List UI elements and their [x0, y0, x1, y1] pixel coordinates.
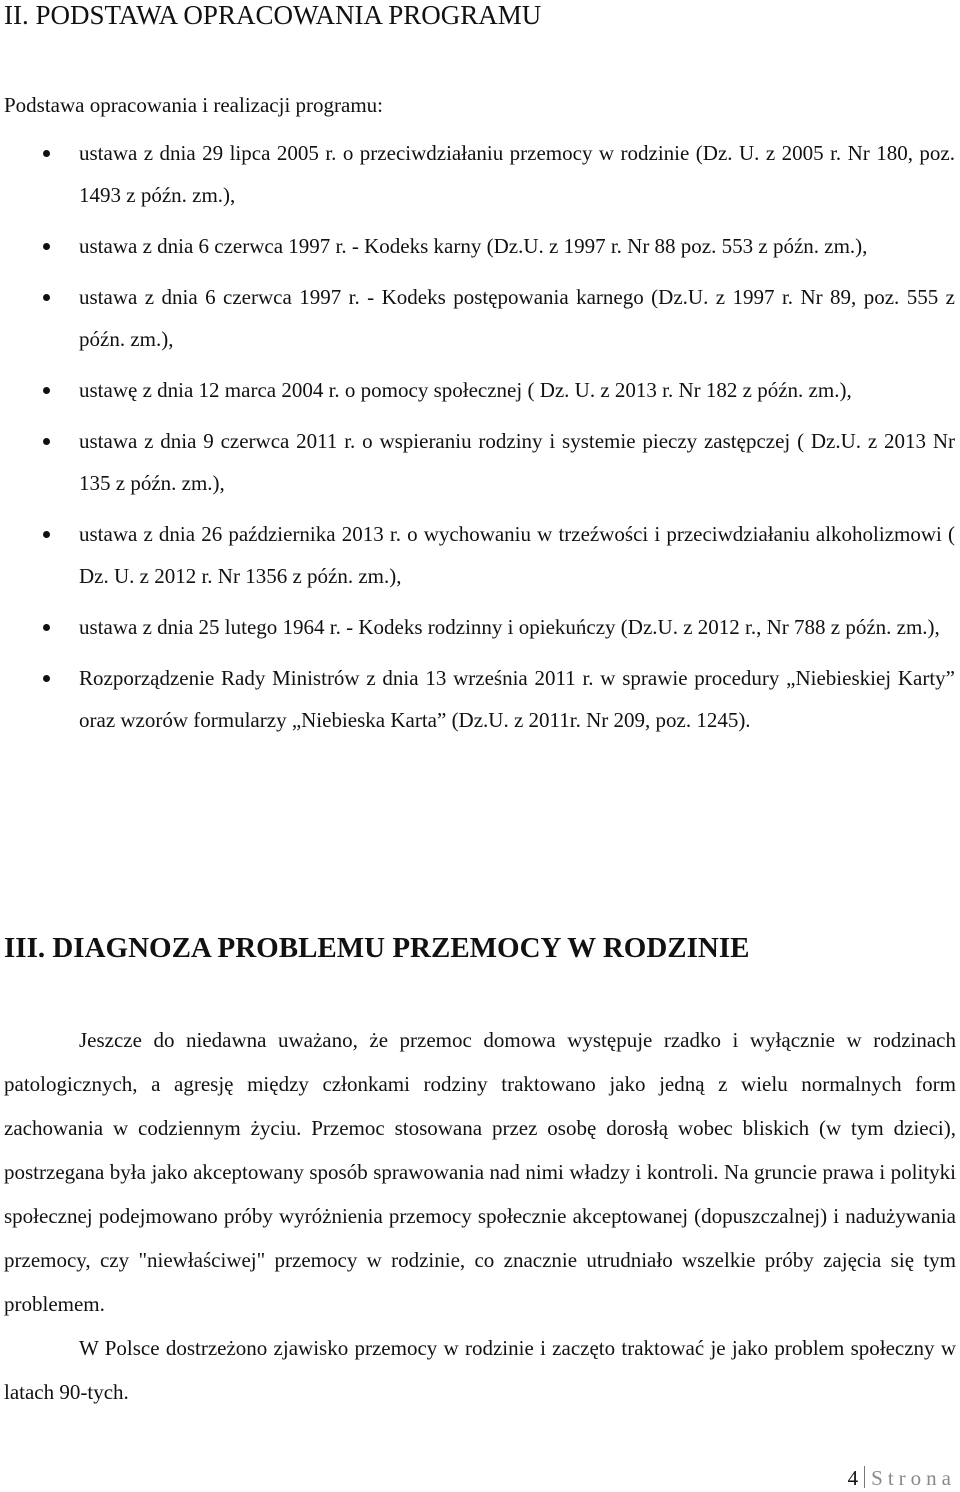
- list-item-text: ustawę z dnia 12 marca 2004 r. o pomocy społecznej ( Dz. U. z 2013 r. Nr 182 z późn. zm.),: [79, 378, 852, 402]
- legal-basis-list: [0, 132, 960, 750]
- bullet-icon: [43, 675, 50, 682]
- list-item: [0, 657, 955, 741]
- bullet-icon: [43, 243, 50, 250]
- section-intro: Podstawa opracowania i realizacji programu:: [4, 93, 384, 117]
- list-item-text: ustawa z dnia 6 czerwca 1997 r. - Kodeks karny (Dz.U. z 1997 r. Nr 88 poz. 553 z późn. zm.),: [79, 234, 868, 258]
- list-item-text: ustawa z dnia 9 czerwca 2011 r. o wspieraniu rodziny i systemie pieczy zastępczej ( Dz.U. z 2013 Nr 135 z późn. zm.),: [79, 429, 955, 495]
- page-footer: [848, 1466, 956, 1490]
- bullet-icon: [43, 438, 50, 445]
- list-item: [0, 276, 955, 360]
- list-item: [0, 132, 955, 216]
- list-item: [0, 606, 955, 648]
- page-number: 4: [847, 1466, 859, 1490]
- list-item: [0, 513, 955, 597]
- section-heading-basis: II. PODSTAWA OPRACOWANIA PROGRAMU: [4, 0, 542, 30]
- bullet-icon: [43, 387, 50, 394]
- bullet-icon: [43, 531, 50, 538]
- list-item-text: ustawa z dnia 26 października 2013 r. o wychowaniu w trzeźwości i przeciwdziałaniu alkoholizmowi ( Dz. U. z 2012 r. Nr 1356 z późn. zm.),: [79, 522, 955, 588]
- bullet-icon: [43, 150, 50, 157]
- list-item-text: Rozporządzenie Rady Ministrów z dnia 13 września 2011 r. w sprawie procedury „Niebieskiej Karty” oraz wzorów formularzy „Niebieska Karta” (Dz.U. z 2011r. Nr 209, poz. 1245).: [79, 666, 955, 732]
- bullet-icon: [43, 624, 50, 631]
- diagnosis-body: [4, 1018, 956, 1414]
- list-item-text: ustawa z dnia 29 lipca 2005 r. o przeciwdziałaniu przemocy w rodzinie (Dz. U. z 2005 r. Nr 180, poz. 1493 z późn. zm.),: [79, 141, 955, 207]
- list-item: [0, 225, 955, 267]
- list-item-text: ustawa z dnia 25 lutego 1964 r. - Kodeks rodzinny i opiekuńczy (Dz.U. z 2012 r., Nr 788 z późn. zm.),: [79, 615, 940, 639]
- list-item-text: ustawa z dnia 6 czerwca 1997 r. - Kodeks postępowania karnego (Dz.U. z 1997 r. Nr 89, poz. 555 z późn. zm.),: [79, 285, 955, 351]
- list-item: [0, 420, 955, 504]
- page-word: Strona: [871, 1466, 956, 1490]
- paragraph: Jeszcze do niedawna uważano, że przemoc domowa występuje rzadko i wyłącznie w rodzinach patologicznych, a agresję między członkami rodziny traktowano jako jedną z wielu normalnych form zachowania w codziennym życiu. Przemoc stosowana przez osobę dorosłą wobec bliskich (w tym dzieci), postrzegana była jako akceptowany sposób sprawowania nad nimi władzy i kontroli. Na gruncie prawa i polityki społecznej podejmowano próby wyróżnienia przemocy społecznie akceptowanej (dopuszczalnej) i nadużywania przemocy, czy "niewłaściwej" przemocy w rodzinie, co znacznie utrudniało wszelkie próby zajęcia się tym problemem.: [4, 1028, 956, 1316]
- list-item: [0, 369, 955, 411]
- section-heading-diagnosis: III. DIAGNOZA PROBLEMU PRZEMOCY W RODZINIE: [4, 932, 750, 964]
- footer-separator: [864, 1466, 865, 1488]
- paragraph: W Polsce dostrzeżono zjawisko przemocy w rodzinie i zaczęto traktować je jako problem społeczny w latach 90-tych.: [4, 1336, 956, 1404]
- bullet-icon: [43, 294, 50, 301]
